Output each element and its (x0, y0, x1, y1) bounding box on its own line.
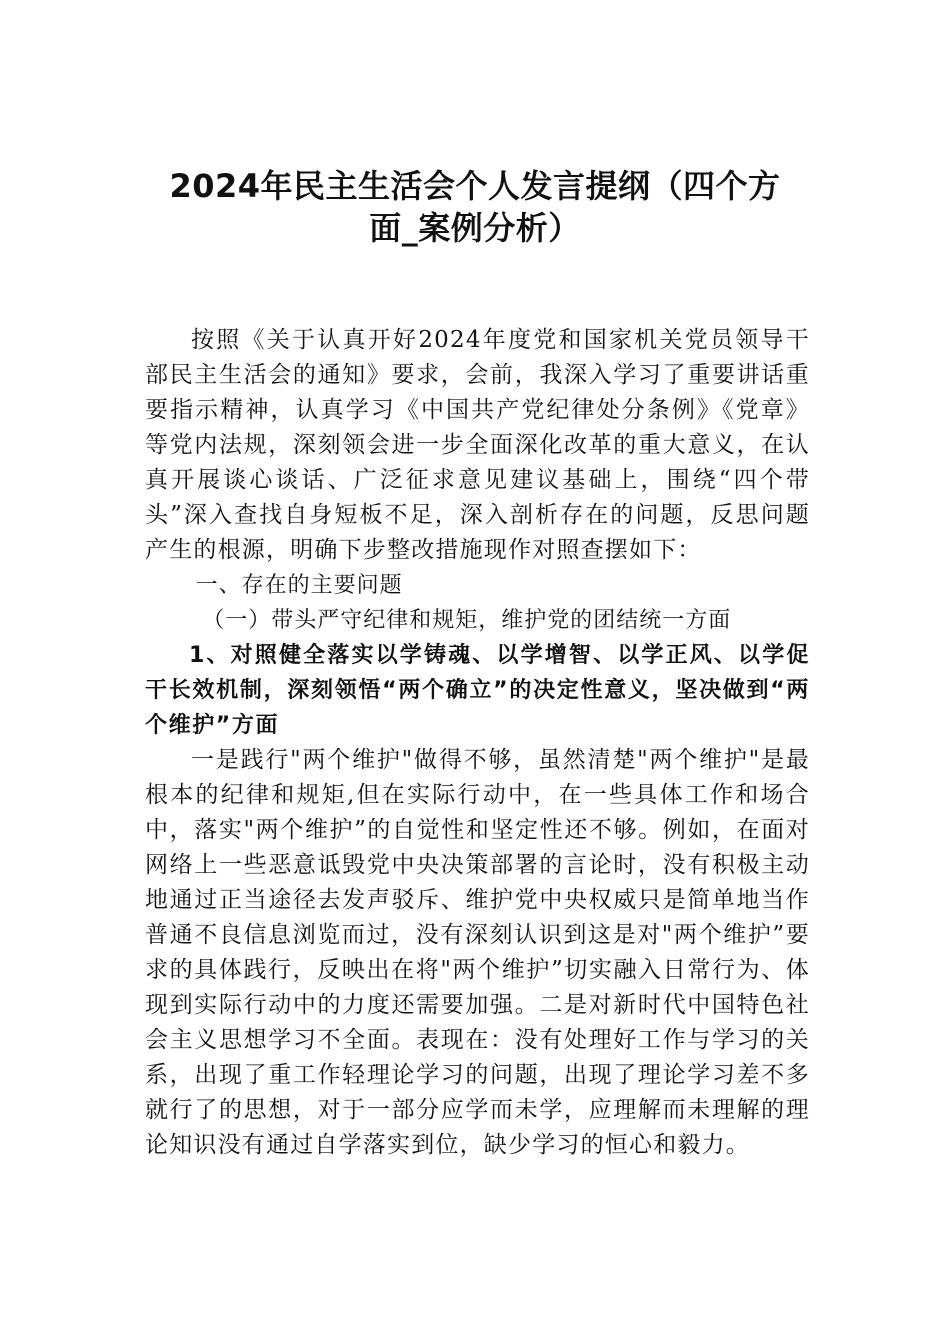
item-heading: 1、对照健全落实以学铸魂、以学增智、以学正风、以学促干长效机制，深刻领悟“两个确立”的决定性意义，坚决做到“两个维护”方面 (145, 643, 810, 738)
document-body (145, 323, 810, 1163)
intro-paragraph: 按照《关于认真开好2024年度党和国家机关党员领导干部民主生活会的通知》要求，会前，我深入学习了重要讲话重要指示精神，认真学习《中国共产党纪律处分条例》《党章》等党内法规，深刻领会进一步全面深化改革的重大意义，在认真开展谈心谈话、广泛征求意见建议基础上，围绕“四个带头”深入查找自身短板不足，深入剖析存在的问题，反思问题产生的根源，明确下步整改措施现作对照查摆如下： (145, 327, 810, 563)
document-title-line-1: 2024年民主生活会个人发言提纲（四个方 (169, 167, 781, 205)
section-heading: 一、存在的主要问题 (195, 573, 403, 598)
body-paragraph: 一是践行"两个维护"做得不够，虽然清楚"两个维护"是最根本的纪律和规矩,但在实际行动中，在一些具体工作和场合中，落实"两个维护”的自觉性和坚定性还不够。例如，在面对网络上一些恶意诋毁党中央决策部署的言论时，没有积极主动地通过正当途径去发声驳斥、维护党中央权威只是简单地当作普通不良信息浏览而过，没有深刻认识到这是对"两个维护”要求的具体践行，反映出在将"两个维护”切实融入日常行为、体现到实际行动中的力度还需要加强。二是对新时代中国特色社会主义思想学习不全面。表现在：没有处理好工作与学习的关系，出现了重工作轻理论学习的问题，出现了理论学习差不多就行了的思想，对于一部分应学而未学，应理解而未理解的理论知识没有通过自学落实到位，缺少学习的恒心和毅力。 (145, 747, 810, 1158)
document-title-line-2: 面_案例分析） (369, 209, 581, 247)
subsection-heading: （一）带头严守纪律和规矩，维护党的团结统一方面 (202, 608, 732, 633)
